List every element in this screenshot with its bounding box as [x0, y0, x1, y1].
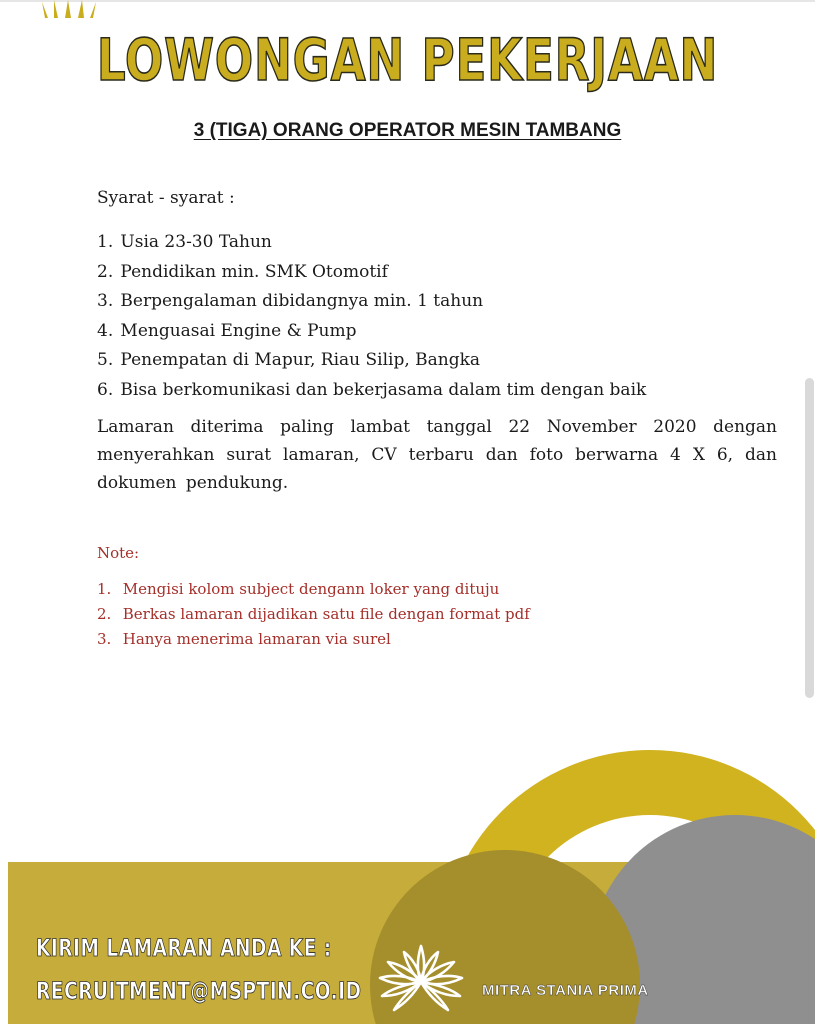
list-item: 4. Menguasai Engine & Pump [97, 320, 357, 341]
list-item: 1. Usia 23-30 Tahun [97, 232, 272, 252]
job-position-subtitle [0, 120, 815, 142]
note-list [97, 577, 530, 652]
list-item: 2. Pendidikan min. SMK Otomotif [97, 261, 388, 282]
application-deadline-paragraph: Lamaran diterima paling lambat tanggal 22 November 2020 dengan menyerahkan surat lamaran, CV terbaru dan foto berwarna 4 X 6, dan dokumen pendukung. [97, 417, 777, 493]
send-application-label: KIRIM LAMARAN ANDA KE : [36, 934, 332, 962]
company-logo-small-icon [34, 0, 104, 22]
list-item: 3. Hanya menerima lamaran via surel [97, 630, 391, 648]
note-heading: Note: [97, 544, 140, 562]
job-position-text: 3 (TIGA) ORANG OPERATOR MESIN TAMBANG [193, 120, 622, 141]
top-border [0, 0, 815, 2]
flower-logo-icon [376, 942, 466, 1016]
list-item: 2. Berkas lamaran dijadikan satu file dengan format pdf [97, 605, 530, 623]
recruitment-email[interactable]: RECRUITMENT@MSPTIN.CO.ID [36, 977, 362, 1005]
list-item: 3. Berpengalaman dibidangnya min. 1 tahun [97, 291, 484, 311]
company-name: MITRA STANIA PRIMA [482, 982, 649, 999]
list-item: 5. Penempatan di Mapur, Riau Silip, Bangka [97, 350, 481, 370]
requirements-list [97, 228, 646, 405]
list-item: 1. Mengisi kolom subject dengann loker yang dituju [97, 580, 500, 598]
requirements-heading: Syarat - syarat : [97, 188, 235, 208]
list-item: 6. Bisa berkomunikasi dan bekerjasama dalam tim dengan baik [97, 379, 647, 400]
page-title: LOWONGAN PEKERJAAN [96, 26, 719, 94]
scroll-handle[interactable] [805, 378, 814, 698]
